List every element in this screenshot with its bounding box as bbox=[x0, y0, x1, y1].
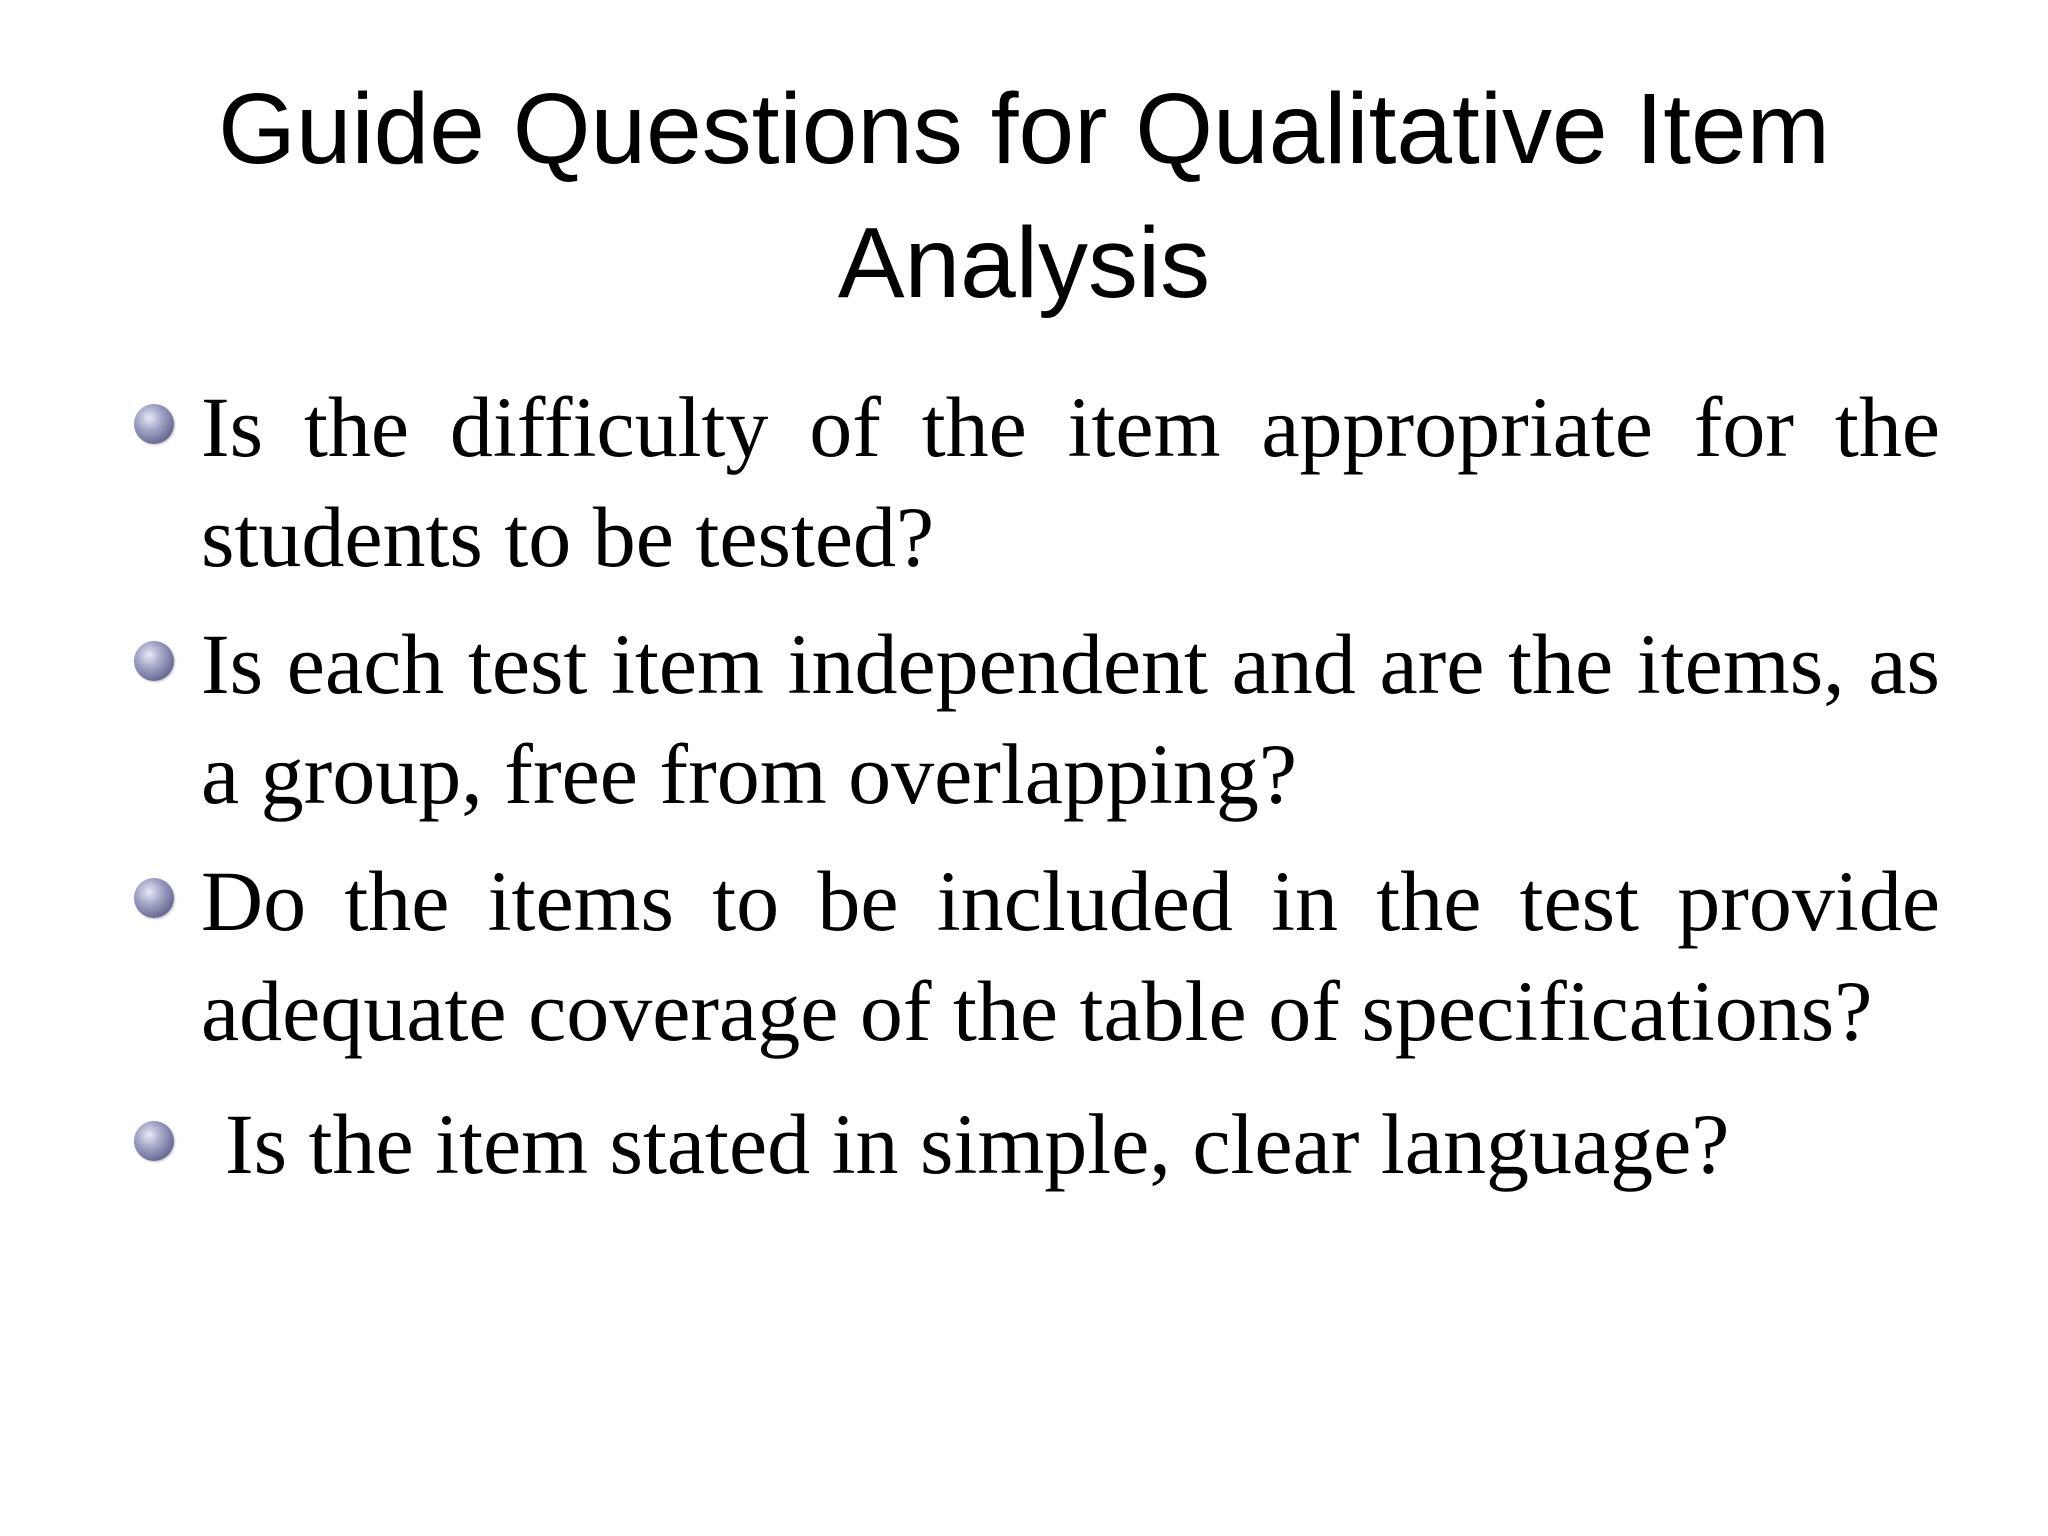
bullet-item bbox=[120, 846, 1940, 1066]
slide-title-line-1: Guide Questions for Qualitative Item bbox=[218, 73, 1830, 185]
bullet-sphere-icon bbox=[134, 404, 174, 444]
bullet-text: Do the items to be included in the test provide adequate coverage of the table of specifications? bbox=[201, 853, 1940, 1059]
bullet-text: Is the item stated in simple, clear language? bbox=[225, 1096, 1730, 1192]
bullet-text: Is the difficulty of the item appropriate for the students to be tested? bbox=[201, 379, 1940, 585]
slide-title bbox=[0, 62, 2048, 330]
bullet-sphere-icon bbox=[134, 641, 174, 681]
slide-title-line-2: Analysis bbox=[837, 207, 1211, 319]
bullet-item bbox=[120, 609, 1940, 829]
bullet-sphere-icon bbox=[134, 1121, 174, 1161]
bullet-item bbox=[120, 372, 1940, 592]
bullet-sphere-icon bbox=[134, 878, 174, 918]
bullet-text: Is each test item independent and are the items, as a group, free from overlapping? bbox=[201, 616, 1940, 822]
bullet-list bbox=[120, 372, 1940, 1216]
bullet-item bbox=[120, 1089, 1940, 1199]
